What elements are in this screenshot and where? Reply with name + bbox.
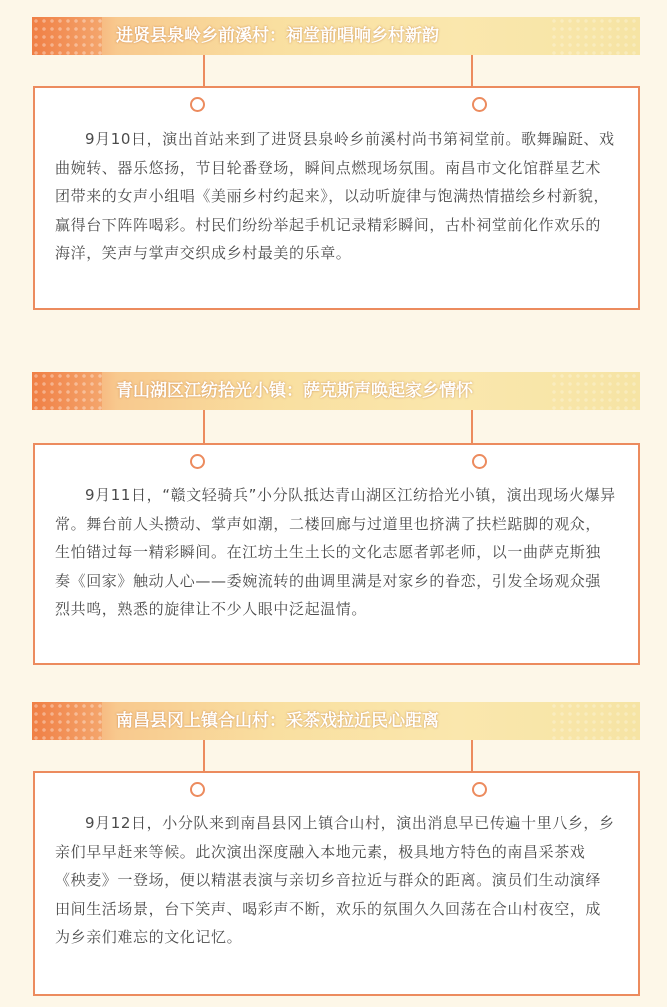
section-body: 9月10日，演出首站来到了进贤县泉岭乡前溪村尚书第祠堂前。歌舞蹁跹、戏曲婉转、器乐悠扬，节目轮番登场，瞬间点燃现场氛围。南昌市文化馆群星艺术团带来的女声小组唱《美丽乡村约起来》，以动听旋律与饱满热情描绘乡村新貌，赢得台下阵阵喝彩。村民们纷纷举起手机记录精彩瞬间，古朴祠堂前化作欢乐的海洋，笑声与掌声交织成乡村最美的乐章。	[55, 130, 615, 262]
ring-left	[190, 97, 205, 112]
ring-right	[472, 97, 487, 112]
connector-right	[471, 55, 473, 87]
content-card	[33, 443, 640, 665]
connector-right	[471, 740, 473, 772]
content-card	[33, 86, 640, 310]
connector-left	[203, 740, 205, 772]
ring-left	[190, 454, 205, 469]
ring-right	[472, 782, 487, 797]
section-body: 9月11日，“赣文轻骑兵”小分队抵达青山湖区江纺拾光小镇，演出现场火爆异常。舞台前人头攒动、掌声如潮，二楼回廊与过道里也挤满了扶栏踮脚的观众，生怕错过每一精彩瞬间。在江坊土生土长的文化志愿者郭老师，以一曲萨克斯独奏《回家》触动人心——委婉流转的曲调里满是对家乡的眷恋，引发全场观众强烈共鸣，熟悉的旋律让不少人眼中泛起温情。	[55, 486, 616, 618]
ring-left	[190, 782, 205, 797]
section-banner	[32, 17, 640, 55]
section-body: 9月12日，小分队来到南昌县冈上镇合山村，演出消息早已传遍十里八乡，乡亲们早早赶来等候。此次演出深度融入本地元素，极具地方特色的南昌采茶戏《秧麦》一登场，便以精湛表演与亲切乡音拉近与群众的距离。演员们生动演绎田间生活场景，台下笑声、喝彩声不断，欢乐的氛围久久回荡在合山村夜空，成为乡亲们难忘的文化记忆。	[55, 814, 615, 946]
section-banner	[32, 372, 640, 410]
connector-right	[471, 410, 473, 444]
content-card	[33, 771, 640, 996]
section-title: 青山湖区江纺拾光小镇：萨克斯声唤起家乡情怀	[116, 381, 473, 401]
connector-left	[203, 55, 205, 87]
section-title: 进贤县泉岭乡前溪村：祠堂前唱响乡村新韵	[116, 26, 439, 46]
connector-left	[203, 410, 205, 444]
section-banner	[32, 702, 640, 740]
ring-right	[472, 454, 487, 469]
section-title: 南昌县冈上镇合山村：采茶戏拉近民心距离	[116, 711, 439, 731]
